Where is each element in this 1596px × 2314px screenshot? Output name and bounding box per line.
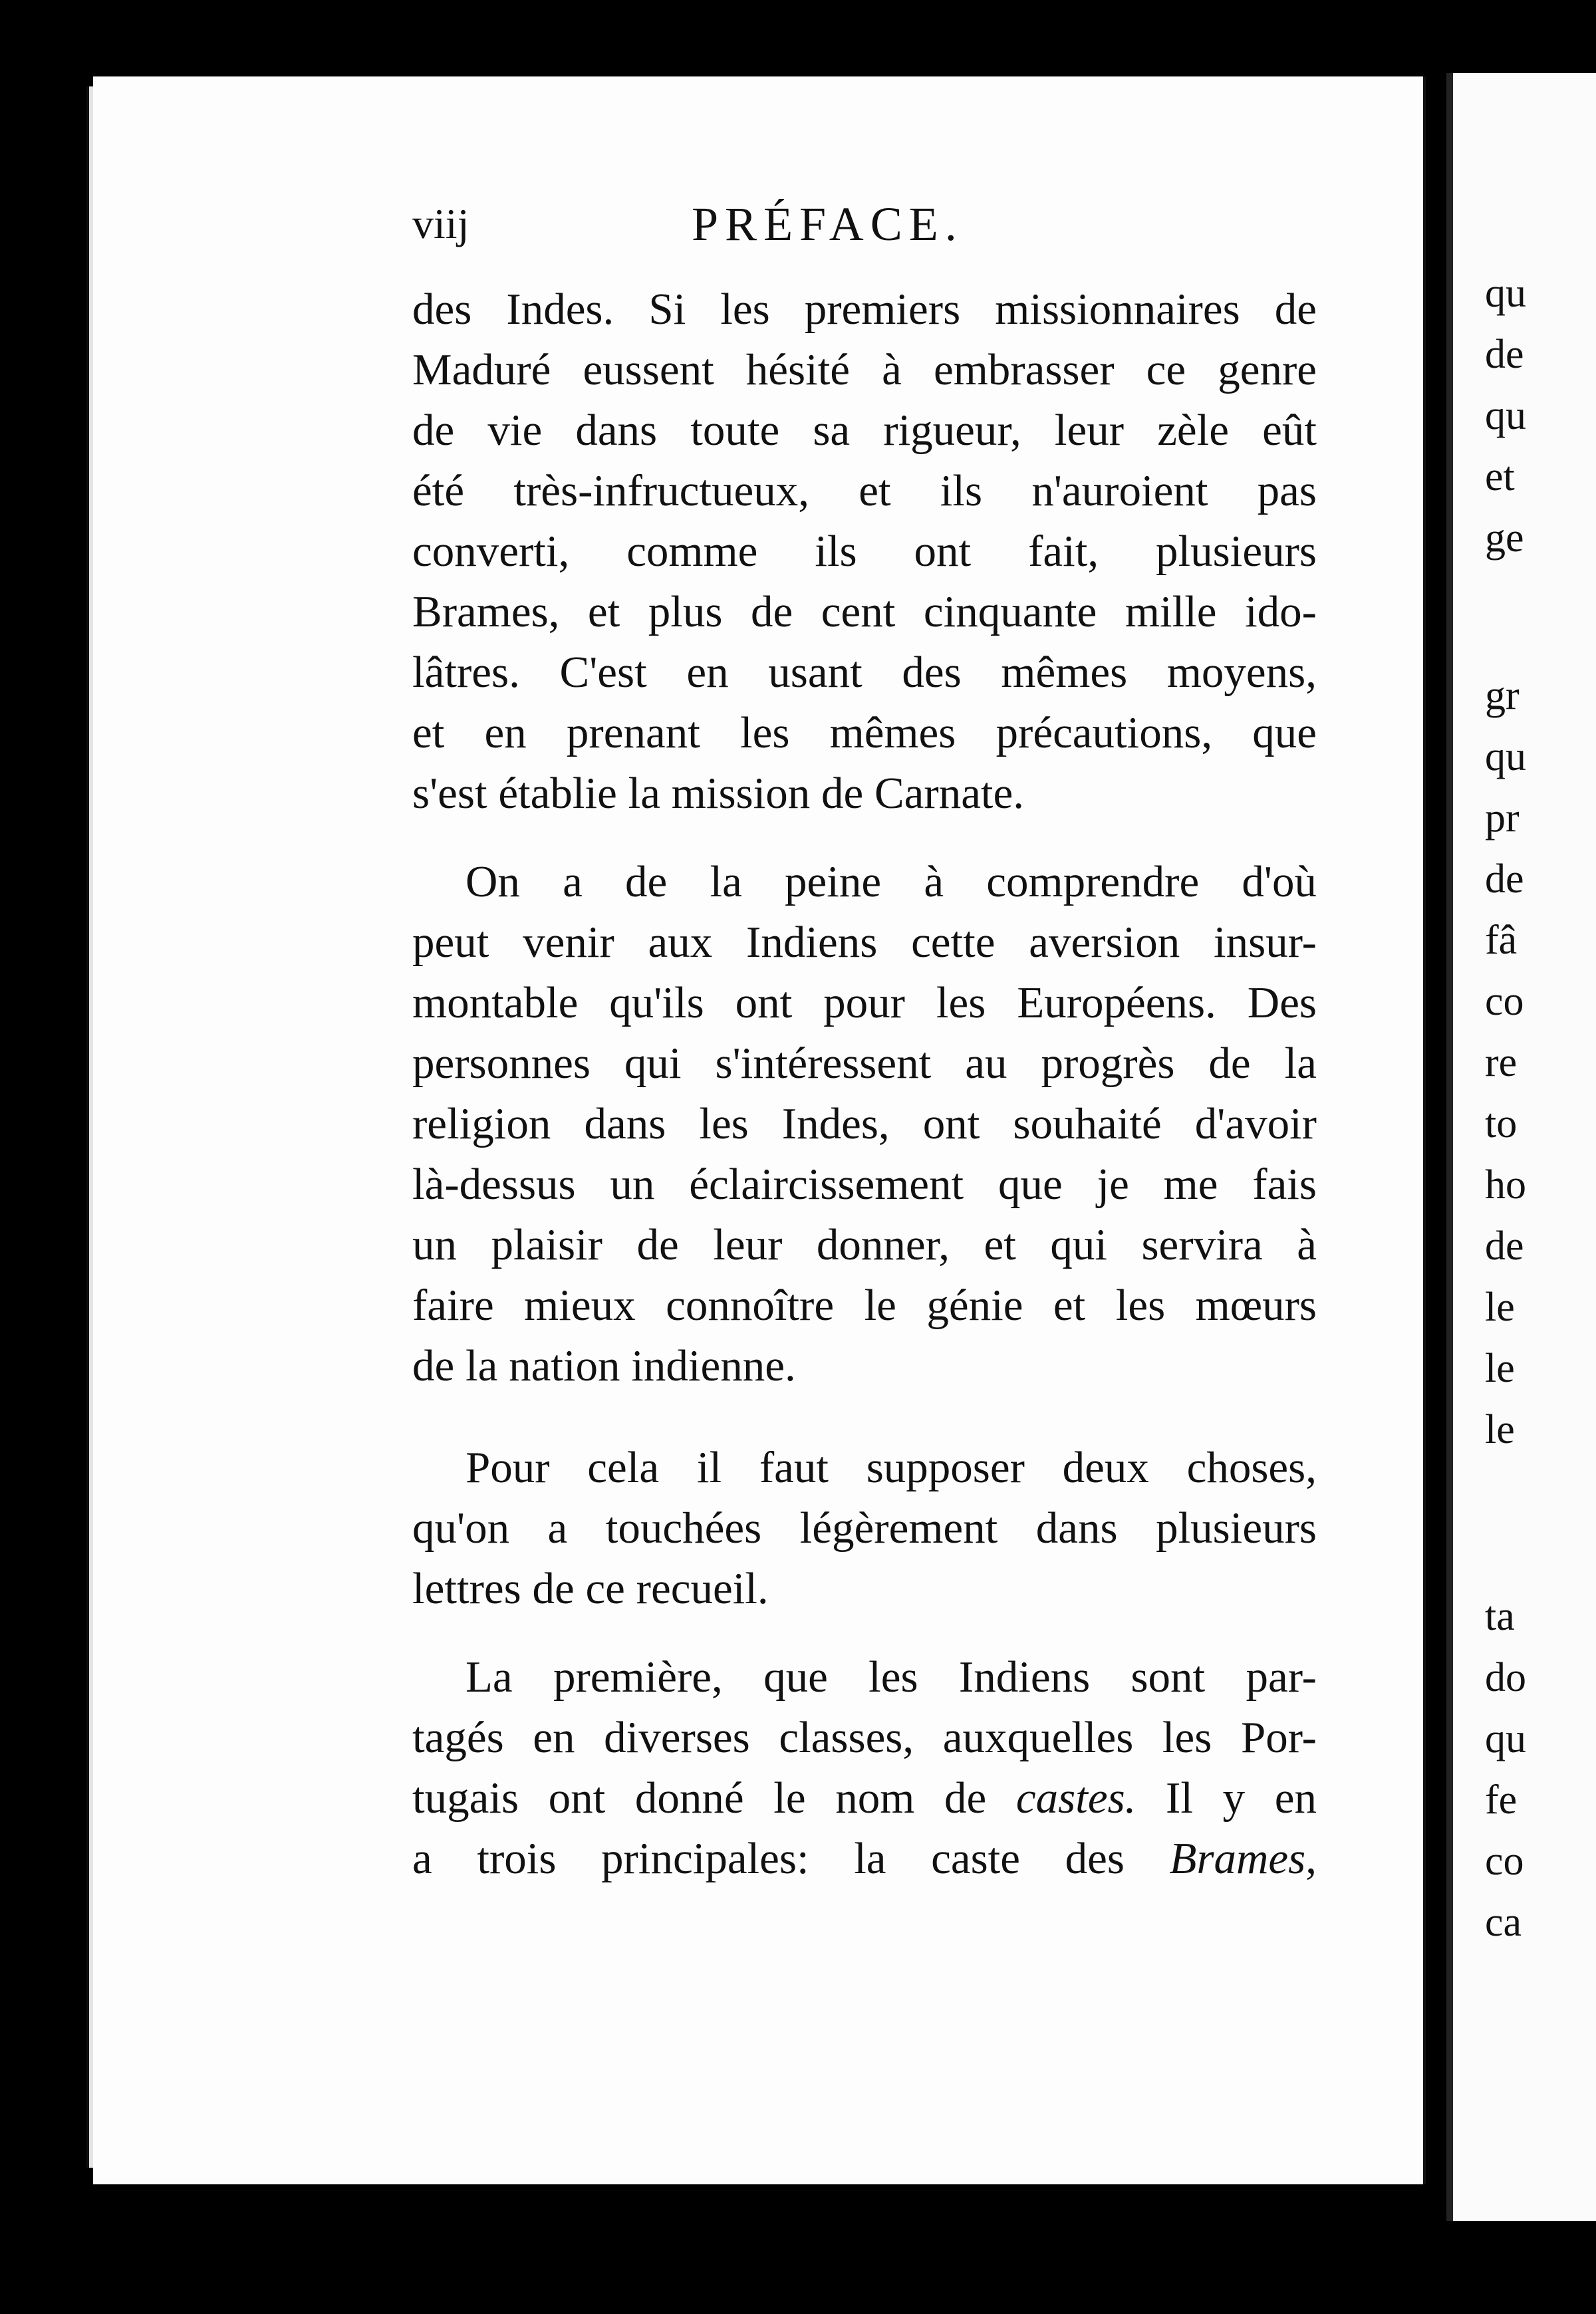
text-line: tugais ont donné le nom de castes. Il y en	[412, 1773, 1317, 1823]
text-line: lettres de ce recueil.	[412, 1564, 769, 1613]
text-line: Pour cela il faut supposer deux choses,	[466, 1443, 1317, 1492]
text-line: peut venir aux Indiens cette aversion insur-	[412, 918, 1317, 967]
running-head: PRÉFACE.	[692, 197, 964, 251]
text-line: et en prenant les mêmes précautions, que	[412, 708, 1317, 757]
facing-fragment: co	[1485, 979, 1524, 1024]
facing-fragment: ca	[1485, 1900, 1522, 1945]
paragraph-gap	[412, 824, 1317, 852]
text-line: lâtres. C'est en usant des mêmes moyens,	[412, 648, 1317, 697]
facing-fragment: fe	[1485, 1777, 1518, 1823]
facing-fragment: qu	[1485, 271, 1526, 316]
paragraph	[412, 852, 1317, 1396]
text-line: de la nation indienne.	[412, 1341, 796, 1390]
facing-fragment: pr	[1485, 795, 1520, 840]
facing-fragment: ge	[1485, 515, 1524, 561]
text-line: La première, que les Indiens sont par-	[466, 1652, 1317, 1702]
text-line: de vie dans toute sa rigueur, leur zèle eût	[412, 406, 1317, 455]
text-line: là-dessus un éclaircissement que je me fais	[412, 1160, 1317, 1209]
text-line: a trois principales: la caste des Brames,	[412, 1834, 1317, 1883]
text-line: On a de la peine à comprendre d'où	[466, 857, 1317, 906]
facing-fragment: fâ	[1485, 918, 1518, 963]
facing-fragment: ho	[1485, 1162, 1526, 1208]
facing-fragment: ta	[1485, 1594, 1515, 1639]
facing-fragment: de	[1485, 332, 1524, 377]
facing-fragment: qu	[1485, 393, 1526, 438]
text-line: tagés en diverses classes, auxquelles les Por-	[412, 1713, 1317, 1762]
text-line: qu'on a touchées légèrement dans plusieurs	[412, 1503, 1317, 1553]
text-line: religion dans les Indes, ont souhaité d'avoir	[412, 1099, 1317, 1148]
facing-fragment: re	[1485, 1040, 1518, 1085]
facing-fragment: de	[1485, 856, 1524, 902]
text-line: montable qu'ils ont pour les Européens. Des	[412, 978, 1317, 1027]
facing-fragment: le	[1485, 1407, 1515, 1452]
facing-fragment: qu	[1485, 734, 1526, 779]
text-line: converti, comme ils ont fait, plusieurs	[412, 527, 1317, 576]
text-line: des Indes. Si les premiers missionnaires de	[412, 285, 1317, 334]
page-number: viij	[412, 200, 469, 247]
facing-page-edge	[1446, 73, 1596, 2221]
facing-fragment: gr	[1485, 673, 1520, 718]
text-line: personnes qui s'intéressent au progrès de la	[412, 1039, 1317, 1088]
facing-fragment: do	[1485, 1655, 1526, 1700]
paragraph-gap	[412, 1396, 1317, 1438]
facing-fragment: et	[1485, 454, 1515, 499]
text-line: s'est établie la mission de Carnate.	[412, 769, 1025, 818]
page-header	[412, 199, 1317, 266]
facing-fragment: de	[1485, 1223, 1524, 1269]
text-line: été très-infructueux, et ils n'auroient pas	[412, 466, 1317, 515]
facing-fragment: qu	[1485, 1716, 1526, 1761]
text-line: faire mieux connoître le génie et les mœurs	[412, 1281, 1317, 1330]
facing-fragment: le	[1485, 1346, 1515, 1391]
paragraph-gap	[412, 1619, 1317, 1647]
paragraph	[412, 1647, 1317, 1889]
text-line: Brames, et plus de cent cinquante mille ido-	[412, 587, 1317, 636]
text-line: un plaisir de leur donner, et qui servira à	[412, 1220, 1317, 1269]
facing-fragment: le	[1485, 1285, 1515, 1330]
body-text	[412, 279, 1317, 1889]
paragraph	[412, 1438, 1317, 1619]
facing-fragment: co	[1485, 1839, 1524, 1884]
paragraph	[412, 279, 1317, 824]
facing-fragment: to	[1485, 1101, 1518, 1146]
text-line: Maduré eussent hésité à embrasser ce genre	[412, 345, 1317, 394]
